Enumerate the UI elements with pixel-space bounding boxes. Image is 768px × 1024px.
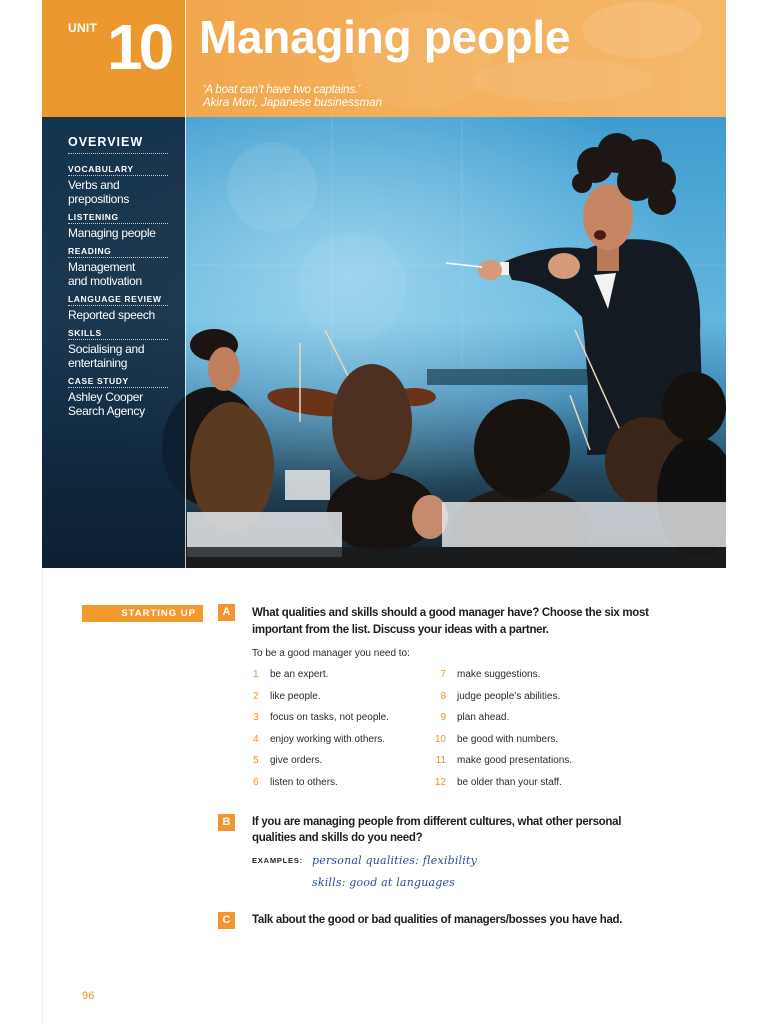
overview-topic: [68, 178, 168, 206]
overview-topic-line: Search Agency: [68, 403, 145, 418]
violinist-face: [208, 347, 240, 391]
unit-label: UNIT: [68, 21, 98, 35]
examples-label: EXAMPLES:: [252, 856, 303, 865]
overview-topic-line: Management: [68, 259, 136, 274]
item-number: 12: [434, 776, 446, 788]
player-head: [474, 399, 570, 499]
overview-topic: [68, 226, 168, 240]
prompt-line: qualities and skills do you need?: [252, 832, 423, 844]
item-text: like people.: [270, 690, 321, 702]
exercise-c-letter: C: [218, 912, 235, 929]
player-hair: [332, 364, 412, 480]
item-text: focus on tasks, not people.: [270, 712, 389, 724]
item-number: 3: [253, 712, 259, 724]
list-item: [250, 707, 430, 729]
overview-topic-line: Reported speech: [68, 307, 155, 322]
item-number: 7: [440, 669, 446, 680]
quote-author: Akira Mori, Japanese businessman: [203, 97, 382, 109]
overview-topic-line: entertaining: [68, 355, 128, 370]
prompt-line: What qualities and skills should a good manager have? Choose the six most: [252, 606, 649, 619]
list-item: [250, 750, 430, 772]
overview-section-reading: [68, 247, 168, 288]
item-text: plan ahead.: [457, 712, 510, 724]
overview-topic-line: Managing people: [68, 225, 156, 240]
overview-topic: [68, 308, 168, 322]
item-number: 9: [440, 712, 446, 724]
exercise-c-prompt: [252, 912, 622, 929]
section-label-starting-up: STARTING UP: [82, 605, 203, 622]
overview-category: SKILLS: [68, 329, 168, 340]
item-text: listen to others.: [270, 776, 338, 788]
overview-topic-line: Ashley Cooper: [68, 389, 143, 404]
list-item: [250, 664, 430, 686]
conductor-hand: [548, 253, 580, 279]
page-title: Managing people: [199, 11, 571, 63]
conductor-hand: [478, 260, 502, 280]
exercise-b-prompt: [252, 814, 621, 847]
music-stand: [442, 502, 726, 547]
overview-category: CASE STUDY: [68, 377, 168, 388]
item-number: 6: [253, 776, 259, 788]
exercise-b-letter: B: [218, 814, 235, 831]
list-item: [250, 772, 430, 794]
bokeh-light: [297, 232, 407, 342]
list-item: [430, 707, 630, 729]
header-divider: [185, 0, 186, 568]
hair-curl: [648, 187, 676, 215]
item-text: give orders.: [270, 755, 323, 767]
hair-curl: [572, 173, 592, 193]
overview-heading: OVERVIEW: [68, 135, 168, 154]
handwritten-example: skills: good at languages: [312, 876, 456, 889]
overview-topic-line: Socialising and: [68, 341, 145, 356]
unit-number: 10: [107, 11, 171, 83]
overview-section-skills: [68, 329, 168, 370]
item-number: 4: [253, 733, 259, 745]
item-text: be good with numbers.: [457, 733, 559, 745]
overview-category: LISTENING: [68, 213, 168, 224]
item-number: 10: [434, 733, 446, 745]
list-item: [430, 686, 630, 708]
prompt-line: If you are managing people from different cultures, what other personal: [252, 815, 622, 828]
stage-rail: [427, 369, 587, 385]
conductor-mouth: [594, 230, 606, 240]
player-head: [662, 372, 726, 442]
overview-topic-line: and motivation: [68, 273, 142, 288]
faded-arm-shape: [472, 58, 652, 102]
overview-category: LANGUAGE REVIEW: [68, 295, 168, 306]
overview-category: READING: [68, 247, 168, 258]
item-number: 8: [440, 690, 446, 702]
overview-section-case-study: [68, 377, 168, 418]
handwritten-example: personal qualities: flexibility: [312, 854, 478, 867]
item-number: 11: [435, 755, 446, 767]
overview-topic-line: prepositions: [68, 191, 130, 206]
item-text: be older than your staff.: [457, 776, 562, 788]
item-number: 1: [253, 669, 259, 680]
quote-text: ‘A boat can’t have two captains.’: [203, 84, 361, 96]
list-item: [430, 750, 630, 772]
page-number: 96: [82, 990, 95, 1002]
overview-topic-line: Verbs and: [68, 177, 120, 192]
exercise-a-prompt: [252, 605, 649, 639]
overview-category: VOCABULARY: [68, 165, 168, 176]
overview-section-language-review: [68, 295, 168, 322]
faded-hand-shape: [582, 2, 702, 58]
exercise-a-letter: A: [218, 604, 235, 621]
overview-topic: [68, 260, 168, 288]
item-text: judge people’s abilities.: [457, 690, 561, 702]
music-sheet: [285, 470, 330, 500]
page-margin-rule: [42, 568, 43, 1024]
prompt-line: Talk about the good or bad qualities of managers/bosses you have had.: [252, 913, 623, 926]
overview-topic: [68, 390, 168, 418]
prompt-line: important from the list. Discuss your ideas with a partner.: [252, 623, 549, 636]
item-number: 2: [253, 690, 259, 702]
list-item: [250, 729, 430, 751]
exercise-a-intro: To be a good manager you need to:: [252, 648, 410, 659]
qualities-list: [250, 664, 630, 794]
list-item: [430, 664, 630, 686]
item-text: make good presentations.: [457, 755, 573, 767]
overview-section-vocabulary: [68, 165, 168, 206]
list-item: [430, 729, 630, 751]
item-number: 5: [253, 755, 259, 767]
item-text: enjoy working with others.: [270, 733, 386, 745]
list-item: [250, 686, 430, 708]
bokeh-light: [227, 142, 317, 232]
item-text: make suggestions.: [457, 669, 541, 680]
unit-overview-sidebar: [42, 117, 185, 568]
overview-section-listening: [68, 213, 168, 240]
overview-topic: [68, 342, 168, 370]
list-item: [430, 772, 630, 794]
item-text: be an expert.: [270, 669, 329, 680]
